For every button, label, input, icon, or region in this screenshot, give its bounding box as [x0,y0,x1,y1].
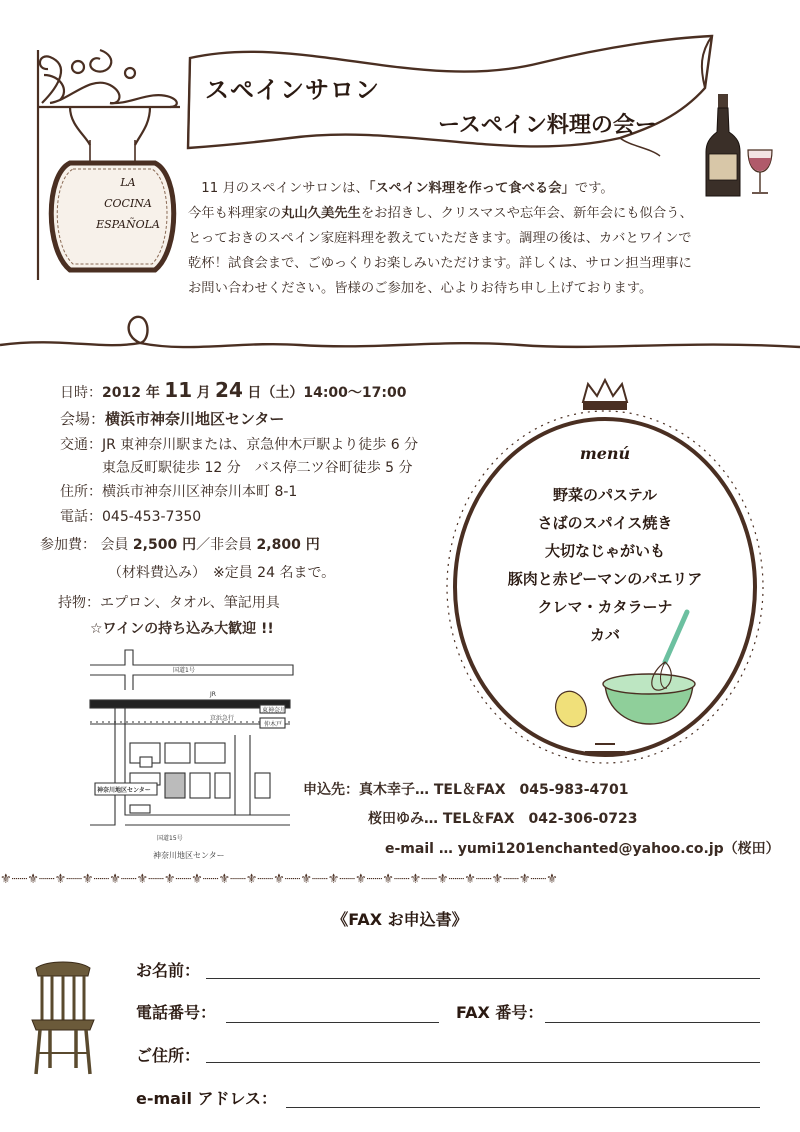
menu-item-5: クレマ・カタラーナ [537,598,673,616]
form-fax-field[interactable] [545,1022,760,1023]
map-caption: 神奈川地区センター [153,851,225,860]
venue-label: 会場： [60,410,106,428]
phone-row [60,506,201,526]
sign-line-3: ESPAÑOLA [96,218,160,231]
wine-bottle-illustration [700,92,780,202]
map-label-jr: JR [210,691,216,698]
access-line-1: JR 東神奈川駅または、京急仲木戸駅より徒歩 6 分 [102,437,419,453]
menu-list [475,444,735,654]
sign-text [60,172,196,235]
intro-paragraph [188,176,693,301]
form-heading: 《FAX お申込書》 [332,910,468,929]
fee-member-label: 会員 [100,537,129,553]
menu-item-4: 豚肉と赤ピーマンのパエリア [507,570,703,588]
fee-note: （材料費込み） ※定員 24 名まで。 [108,565,336,581]
form-name-field[interactable] [206,978,760,979]
map-label-route15: 国道15号 [157,835,183,842]
bring-label: 持物： [58,595,100,611]
wavy-divider [0,305,800,365]
bring-row [58,592,280,612]
menu-item-3: 大切なじゃがいも [544,542,665,560]
intro-line-4: 乾杯！試食会まで、ごゆっくりお楽しみいただけます。詳しくは、サロン担当理事に [188,256,692,271]
date-day: 24 [215,378,243,402]
form-fax-label: FAX 番号： [456,1003,544,1022]
contact-tel-1: … TEL＆FAX 045-983-4701 [415,782,629,798]
phone-label: 電話： [60,509,102,525]
map-label-route1: 国道1号 [173,667,195,674]
intro-line-1-emphasis: 「スペイン料理を作って食べる会」 [368,181,575,196]
form-address-field[interactable] [206,1062,760,1063]
menu-item-2: さばのスパイス焼き [537,514,673,532]
date-year: 2012 年 [102,385,160,401]
intro-line-2-post: をお招きし、クリスマスや忘年会、新年会にも似合う、 [360,206,693,221]
menu-item-6: カバ [589,626,620,644]
intro-line-2-pre: 今年も料理家の [188,206,282,221]
banner-subtitle: ースペイン料理の会ー [438,113,657,138]
phone-value: 045-453-7350 [102,509,202,525]
form-email-label: e-mail アドレス： [136,1089,278,1108]
form-phone-field[interactable] [226,1022,439,1023]
fleur-divider: ⚜┈┈⚜┈┈⚜┈┈⚜┈┈⚜┈┈⚜┈┈⚜┈┈⚜┈┈⚜┈┈⚜┈┈⚜┈┈⚜┈┈⚜┈┈⚜┈┈⚜┈┈⚜┈┈⚜┈┈⚜┈┈⚜┈┈⚜┈┈⚜ [0,872,558,887]
venue-value: 横浜市神奈川地区センター [105,410,285,428]
fee-nonmember: 2,800 円 [256,537,320,553]
map-drawing [85,645,305,865]
map-label-keikyu: 京浜急行 [210,715,235,722]
form-name-label: お名前： [136,961,201,980]
date-month: 11 [164,378,193,402]
address-label: 住所： [60,484,102,500]
access-label: 交通： [60,437,102,453]
bring-value: エプロン、タオル、筆記用具 [100,595,280,611]
sign-line-2: COCINA [104,197,152,210]
intro-line-1-pre: 11 月のスペインサロンは、 [201,181,369,196]
date-row [60,378,406,402]
fee-member: 2,500 円 [132,537,197,553]
fee-row [40,534,320,554]
contact-name-2: 桜田ゆみ [368,811,424,827]
date-month-unit: 月 [196,385,211,401]
contact-tel-2: … TEL＆FAX 042-306-0723 [424,811,638,827]
intro-line-5: お問い合わせください。皆様のご参加を、心よりお待ち申し上げております。 [188,281,653,296]
sign-line-1: LA [120,176,136,189]
form-email-field[interactable] [286,1107,760,1108]
address-value: 横浜市神奈川区神奈川本町 8-1 [102,484,298,500]
wine-welcome: ☆ワインの持ち込み大歓迎 !! [90,621,274,637]
contact-row-2 [368,808,638,828]
intro-line-1 [188,176,693,201]
map-label-higashi: 東神奈川 [262,707,287,714]
sign-bracket-illustration [30,45,190,290]
banner-title: スペインサロン [205,76,380,104]
intro-line-2-emphasis: 丸山久美先生 [281,206,361,221]
access-row-2: 東急反町駅徒歩 12 分 バス停二ツ谷町徒歩 5 分 [102,460,413,476]
address-row [60,481,297,501]
intro-line-1-post: です。 [574,181,614,196]
map-label-nakakido: 仲木戸 [264,721,283,728]
contact-row-1 [303,779,629,799]
fee-label: 参加費： [40,537,96,553]
access-row [60,434,418,454]
contact-name-1: 真木幸子 [359,782,415,798]
apply-label: 申込先： [303,782,359,798]
contact-email[interactable]: … yumi1201enchanted@yahoo.co.jp（桜田） [438,841,780,857]
venue-row [60,408,284,429]
date-label: 日時： [60,385,102,401]
intro-line-3: とっておきのスペイン家庭料理を教えていただきます。調理の後は、カバとワインで [188,231,692,246]
intro-line-2 [188,201,693,226]
access-map [85,645,305,865]
form-phone-label: 電話番号： [136,1003,217,1022]
email-label: e-mail [385,841,434,857]
fee-separator: ／非会員 [196,537,253,553]
menu-title: menú [579,444,631,463]
date-day-unit: 日（土）14:00〜17:00 [247,385,407,401]
contact-row-email [385,838,780,858]
form-address-label: ご住所： [136,1046,201,1065]
menu-item-1: 野菜のパステル [553,486,657,504]
map-label-center: 神奈川地区センター [97,787,151,794]
chair-illustration [28,958,98,1078]
